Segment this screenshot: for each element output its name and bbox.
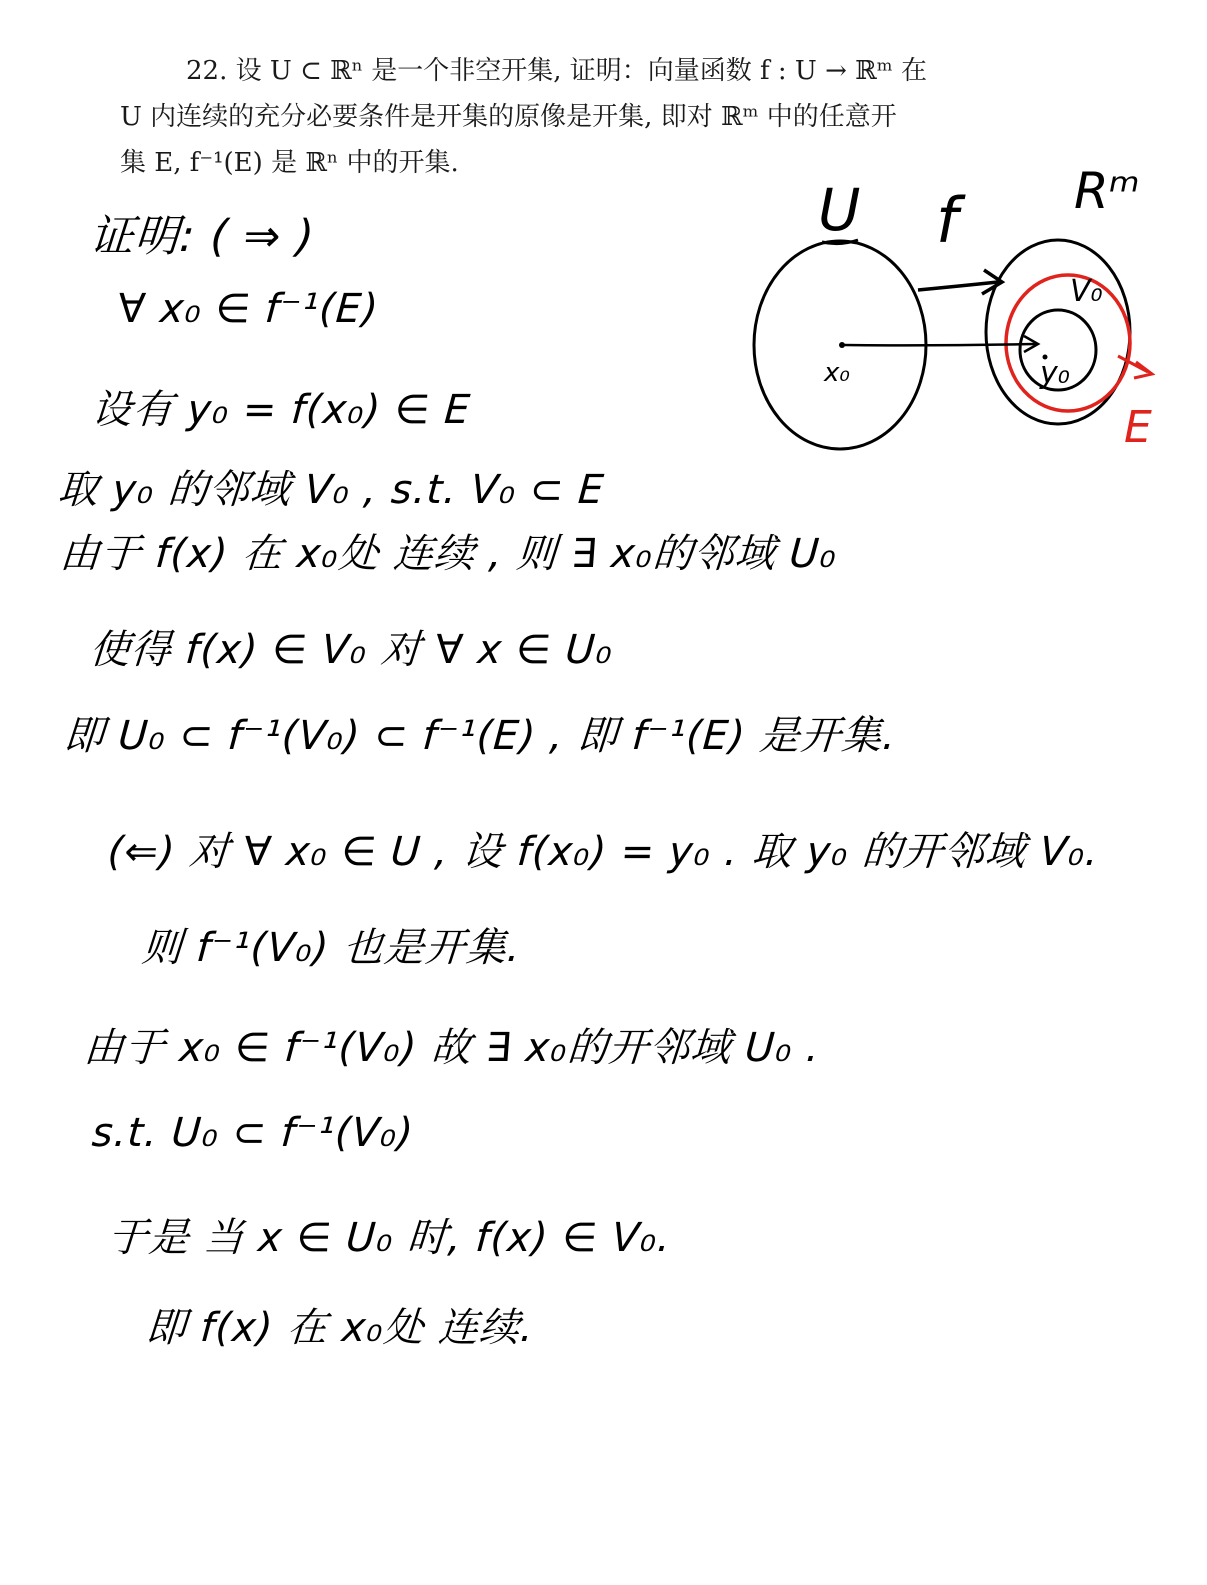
neighborhood-label: V₀ [1070, 274, 1103, 309]
problem-line-2: U 内连续的充分必要条件是开集的原像是开集, 即对 ℝᵐ 中的任意开 [120, 102, 897, 132]
proof-line-3: 设有 y₀ = f(x₀) ∈ E [90, 387, 473, 433]
point-arrow-line [844, 344, 1036, 345]
proof-line-12: 于是 当 x ∈ U₀ 时, f(x) ∈ V₀. [106, 1215, 673, 1261]
problem-line-3: 集 E, f⁻¹(E) 是 ℝⁿ 中的开集. [120, 148, 459, 178]
proof-line-7: 即 U₀ ⊂ f⁻¹(V₀) ⊂ f⁻¹(E) , 即 f⁻¹(E) 是开集. [62, 713, 898, 759]
proof-line-11: s.t. U₀ ⊂ f⁻¹(V₀) [90, 1110, 416, 1156]
proof-line-1: 证明: ( ⇒ ) [87, 211, 317, 262]
mapping-arrow-line [918, 282, 998, 290]
proof-line-10: 由于 x₀ ∈ f⁻¹(V₀) 故 ∃ x₀的开邻域 U₀ . [82, 1025, 822, 1071]
domain-label: U [818, 176, 861, 244]
proof-line-6: 使得 f(x) ∈ V₀ 对 ∀ x ∈ U₀ [88, 627, 615, 673]
proof-line-2: ∀ x₀ ∈ f⁻¹(E) [116, 286, 381, 332]
proof-line-5: 由于 f(x) 在 x₀处 连续 , 则 ∃ x₀的邻域 U₀ [58, 531, 839, 577]
codomain-label: Rᵐ [1074, 162, 1140, 220]
proof-line-4: 取 y₀ 的邻域 V₀ , s.t. V₀ ⊂ E [56, 467, 607, 513]
problem-line-1: 22. 设 U ⊂ ℝⁿ 是一个非空开集, 证明：向量函数 f : U → ℝᵐ 在 [186, 56, 927, 86]
proof-line-9: 则 f⁻¹(V₀) 也是开集. [140, 925, 523, 971]
proof-line-13: 即 f(x) 在 x₀处 连续. [144, 1305, 536, 1351]
point-x0-label: x₀ [824, 358, 850, 388]
map-label: f [936, 184, 958, 257]
mapping-diagram [740, 150, 1180, 470]
point-y0-label: y₀ [1040, 356, 1070, 391]
proof-line-8: (⇐) 对 ∀ x₀ ∈ U , 设 f(x₀) = y₀ . 取 y₀ 的开邻域 V₀. [106, 829, 1101, 875]
set-E-label: E [1124, 402, 1152, 453]
